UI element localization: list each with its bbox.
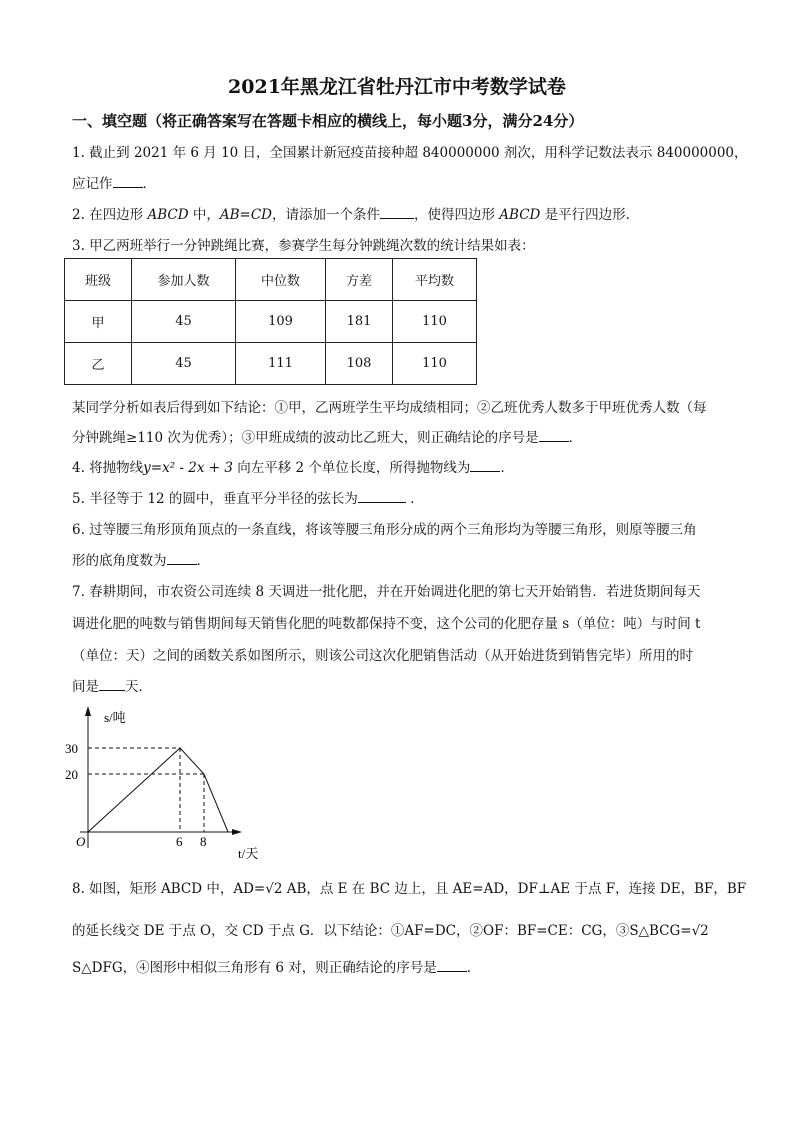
q3-after1: 某同学分析如表后得到如下结论：①甲，乙两班学生平均成绩相同；②乙班优秀人数多于甲班优秀人数（每	[72, 400, 707, 416]
q7-line4	[72, 675, 152, 695]
answer-blank[interactable]	[167, 552, 197, 565]
q4	[72, 456, 514, 476]
q8-end: ．	[466, 960, 481, 976]
q2	[72, 203, 639, 223]
table-cell: 45	[132, 343, 236, 385]
y-tick-label: 30	[65, 741, 78, 756]
y-axis-arrow-icon	[85, 706, 91, 716]
q4-end: ．	[500, 460, 514, 476]
q3-end: ．	[568, 430, 583, 446]
answer-blank[interactable]	[539, 429, 569, 442]
q2-text: 中，	[188, 207, 220, 223]
q6-text: 形的底角度数为	[72, 553, 167, 569]
table-cell: 111	[236, 343, 326, 385]
table-cell: 45	[132, 301, 236, 343]
table-row	[65, 343, 477, 385]
q6-end: ．	[196, 553, 210, 569]
q3-text: 3. 甲乙两班举行一分钟跳绳比赛，参赛学生每分钟跳绳次数的统计结果如表：	[72, 238, 535, 254]
answer-blank[interactable]	[437, 959, 467, 972]
q5-text: 5. 半径等于 12 的圆中，垂直平分半径的弦长为	[72, 491, 358, 507]
q2-math: AB=CD	[219, 207, 272, 223]
table-header: 参加人数	[132, 259, 236, 301]
x-tick-label: 6	[176, 834, 183, 849]
q7-end: 天．	[125, 679, 152, 695]
table-cell: 181	[326, 301, 393, 343]
q1-line2	[72, 172, 156, 192]
table-header: 班级	[65, 259, 132, 301]
q7-line3: （单位：天）之间的函数关系如图所示，则该公司这次化肥销售活动（从开始进货到销售完毕）所用的时	[72, 648, 693, 664]
y-tick-label: 20	[65, 767, 78, 782]
q8-line3	[72, 956, 480, 976]
q2-text: 2. 在四边形	[72, 207, 148, 223]
stock-time-graph	[60, 700, 275, 865]
table-row	[65, 301, 477, 343]
q8-text: S△DFG，④图形中相似三角形有 6 对，则正确结论的序号是	[72, 960, 437, 976]
q3-after2	[72, 426, 582, 446]
q2-math: ABCD	[499, 207, 541, 223]
series-line	[88, 748, 228, 832]
answer-blank[interactable]	[358, 490, 406, 503]
q4-text: 向左平移 2 个单位长度，所得抛物线为	[232, 460, 471, 476]
table-header: 中位数	[236, 259, 326, 301]
table-cell: 110	[393, 301, 477, 343]
q2-math: ABCD	[147, 207, 189, 223]
stats-table	[64, 258, 477, 385]
q1-line1: 1. 截止到 2021 年 6 月 10 日，全国累计新冠疫苗接种超 840000000 剂次，用科学记数法表示 840000000，	[72, 145, 748, 161]
table-header-row	[65, 259, 477, 301]
table-header: 方差	[326, 259, 393, 301]
answer-blank[interactable]	[113, 175, 143, 188]
q6-line2	[72, 549, 210, 569]
q5-end: ．	[405, 491, 424, 507]
q1-text: 应记作	[72, 176, 113, 192]
table-cell: 甲	[65, 301, 132, 343]
origin-label: O	[76, 834, 86, 849]
q8-line1: 8. 如图，矩形 ABCD 中，AD=√2 AB，点 E 在 BC 边上，且 AE=AD，DF⊥AE 于点 F，连接 DE，BF，BF	[72, 881, 747, 897]
table-cell: 108	[326, 343, 393, 385]
q4-math: y=x² - 2x + 3	[143, 460, 233, 476]
table-cell: 110	[393, 343, 477, 385]
q4-text: 4. 将抛物线	[72, 460, 144, 476]
q7-line2: 调进化肥的吨数与销售期间每天销售化肥的吨数都保持不变，这个公司的化肥存量 s（单位：吨）与时间 t	[72, 616, 701, 632]
table-cell: 乙	[65, 343, 132, 385]
section-heading: 一、填空题（将正确答案写在答题卡相应的横线上，每小题3分，满分24分）	[72, 112, 584, 130]
q2-text: ，使得四边形	[413, 207, 500, 223]
answer-blank[interactable]	[99, 678, 125, 691]
table-cell: 109	[236, 301, 326, 343]
x-axis-label: t/天	[238, 846, 259, 861]
answer-blank[interactable]	[470, 459, 500, 472]
table-header: 平均数	[393, 259, 477, 301]
page-title: 2021年黑龙江省牡丹江市中考数学试卷	[228, 76, 566, 98]
q5	[72, 487, 424, 507]
q8-line2: 的延长线交 DE 于点 O，交 CD 于点 G．以下结论：①AF=DC，②OF：BF=CE：CG，③S△BCG=√2	[72, 923, 709, 939]
q7-text: 间是	[72, 679, 99, 695]
y-axis-label: s/吨	[104, 710, 126, 725]
q2-text: 是平行四边形．	[540, 207, 640, 223]
q6-line1: 6. 过等腰三角形顶角顶点的一条直线，将该等腰三角形分成的两个三角形均为等腰三角形，则原等腰三角	[72, 522, 697, 538]
q2-text: ，请添加一个条件	[271, 207, 380, 223]
x-axis-arrow-icon	[232, 829, 242, 835]
q1-end: ．	[142, 176, 156, 192]
q3-text: 分钟跳绳≥110 次为优秀）；③甲班成绩的波动比乙班大，则正确结论的序号是	[72, 430, 539, 446]
answer-blank[interactable]	[380, 206, 414, 219]
q7-line1: 7. 春耕期间，市农资公司连续 8 天调进一批化肥，并在开始调进化肥的第七天开始销售．若进货期间每天	[72, 584, 701, 600]
x-tick-label: 8	[200, 834, 207, 849]
